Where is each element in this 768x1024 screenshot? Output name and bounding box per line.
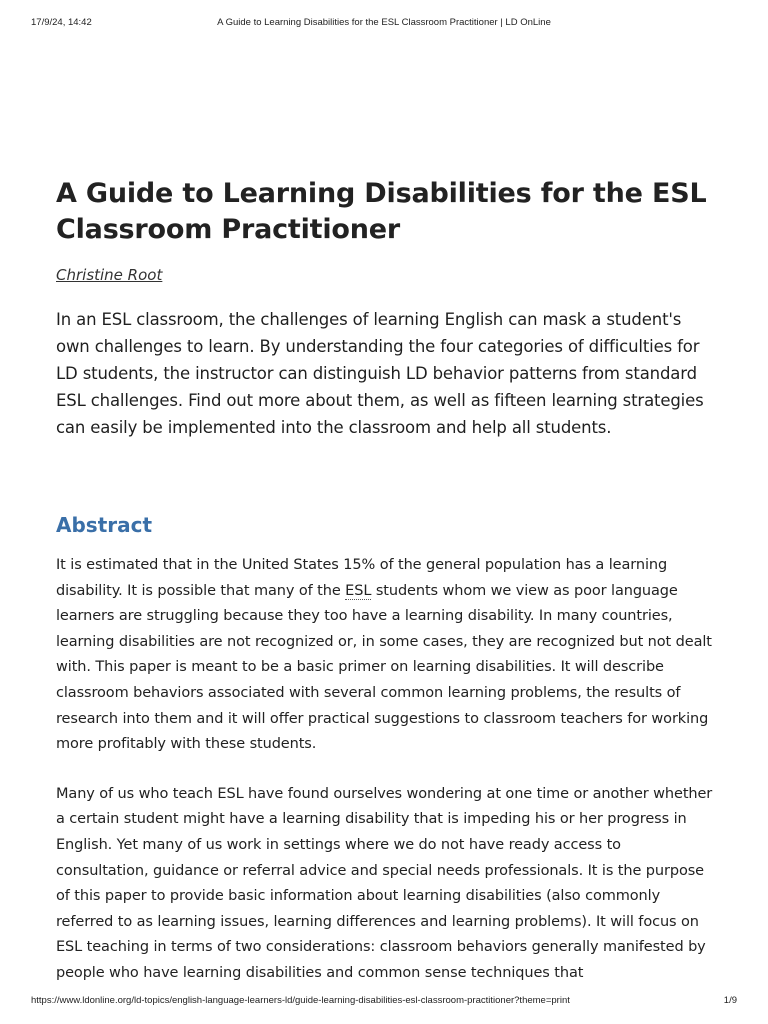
print-url: https://www.ldonline.org/ld-topics/english-language-learners-ld/guide-learning-disabilities-esl-classroom-practitioner?theme=print xyxy=(31,995,570,1006)
paragraph-text: It is estimated that in the United States 15% of the general population has a learning disability. It is possible that many of the xyxy=(56,557,668,599)
author-link[interactable]: Christine Root xyxy=(56,266,163,284)
article-title: A Guide to Learning Disabilities for the ESL Classroom Practitioner xyxy=(56,178,707,245)
abstract-paragraph-2: Many of us who teach ESL have found ourselves wondering at one time or another whether a certain student might have a learning disability that is impeding his or her progress in English. Yet many of us work in settings where we do not have ready access to consultation, guidance or referral advice and special needs professionals. It is the purpose of this paper to provide basic information about learning disabilities (also commonly referred to as learning issues, learning differences and learning problems). It will focus on ESL teaching in terms of two considerations: classroom behaviors generally manifested by people who have learning disabilities and common sense techniques that xyxy=(56,785,713,981)
print-datetime: 17/9/24, 14:42 xyxy=(31,17,92,28)
print-header xyxy=(31,17,737,31)
print-footer xyxy=(31,995,737,1009)
article xyxy=(56,176,716,987)
abstract-paragraph-1 xyxy=(56,553,716,758)
abstract-heading: Abstract xyxy=(56,513,153,537)
print-page-number: 1/9 xyxy=(723,995,737,1006)
paragraph-text: students whom we view as poor language learners are struggling because they too have a learning disability. In many countries, learning disabilities are not recognized or, in some cases, they are recognized but not dealt with. This paper is meant to be a basic primer on learning disabilities. It will describe classroom behaviors associated with several common learning problems, the results of research into them and it will offer practical suggestions to classroom teachers for working more profitably with these students. xyxy=(56,582,712,753)
esl-abbreviation[interactable]: ESL xyxy=(345,582,372,599)
article-intro: In an ESL classroom, the challenges of learning English can mask a student's own challenges to learn. By understanding the four categories of difficulties for LD students, the instructor can distinguish LD behavior patterns from standard ESL challenges. Find out more about them, as well as fifteen learning strategies can easily be implemented into the classroom and help all students. xyxy=(56,310,704,437)
print-page-title: A Guide to Learning Disabilities for the ESL Classroom Practitioner | LD OnLine xyxy=(217,17,551,28)
